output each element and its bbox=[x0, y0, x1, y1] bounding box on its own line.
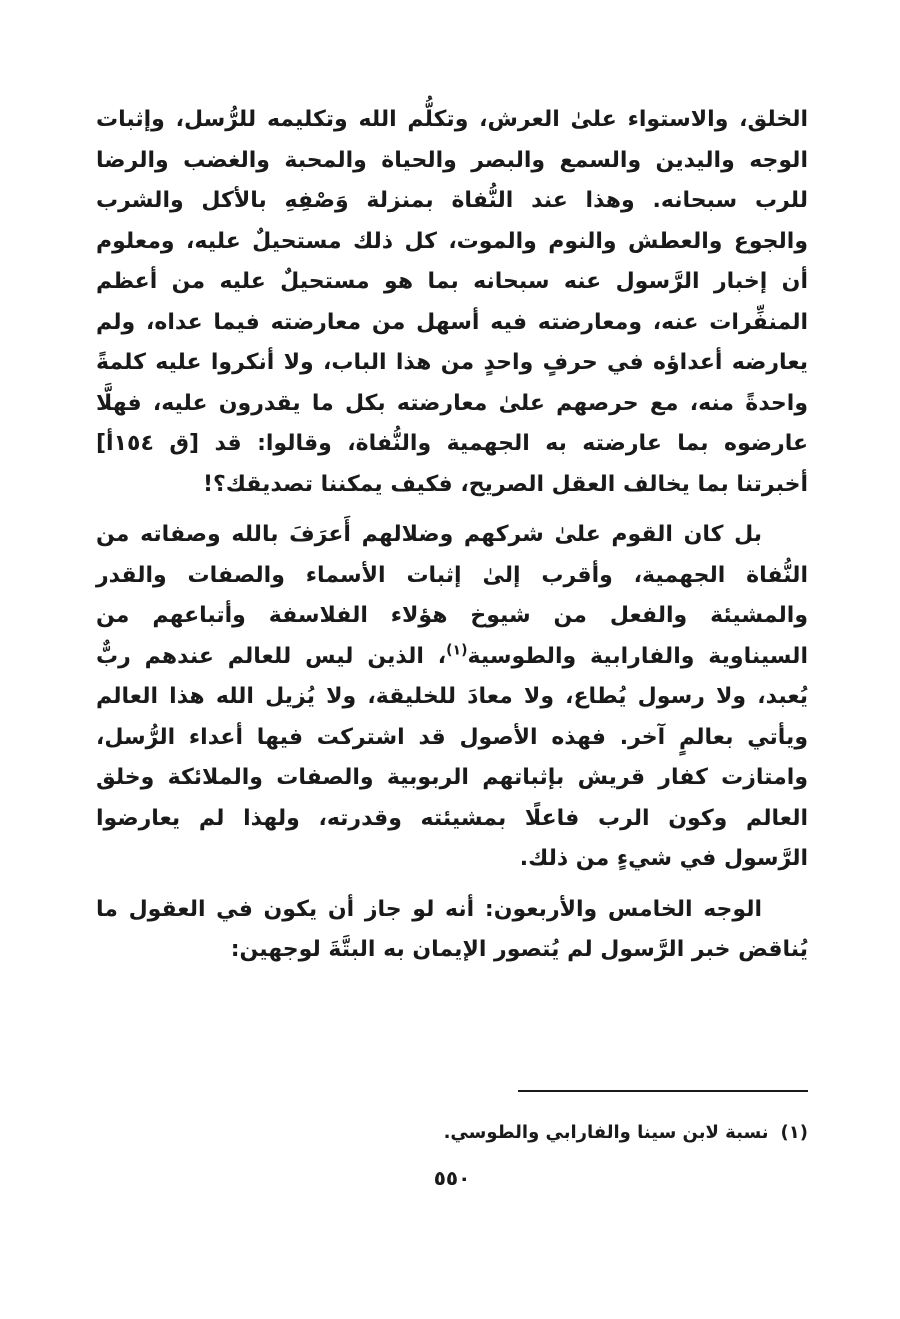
footnote-divider bbox=[518, 1090, 808, 1092]
paragraph-2 bbox=[96, 515, 808, 880]
paragraph-3 bbox=[96, 890, 808, 971]
footnote-number: (١) bbox=[780, 1122, 808, 1143]
section-heading: الوجه الخامس والأربعون: bbox=[484, 896, 762, 922]
paragraph-gap bbox=[96, 505, 808, 515]
paragraph-1: الخلق، والاستواء علىٰ العرش، وتكلُّم الله وتكليمه للرُّسل، وإثبات الوجه واليدين والسمع والبصر والحياة والمحبة والغضب والرضا للرب سبحانه. وهذا عند النُّفاة بمنزلة وَصْفِهِ بالأكل والشرب والجوع والعطش والنوم والموت، كل ذلك مستحيلٌ عليه، ومعلوم أن إخبار الرَّسول عنه سبحانه بما هو مستحيلٌ عليه من أعظم المنفِّرات عنه، ومعارضته فيه أسهل من معارضته فيما عداه، ولم يعارضه أعداؤه في حرفٍ واحدٍ من هذا الباب، ولا أنكروا عليه كلمةً واحدةً منه، مع حرصهم علىٰ معارضته بكل ما يقدرون عليه، فهلَّا عارضوه بما عارضته به الجهمية والنُّفاة، وقالوا: قد [ق ١٥٤أ] أخبرتنا بما يخالف العقل الصريح، فكيف يمكننا تصديقك؟! bbox=[96, 107, 808, 497]
page-body bbox=[96, 100, 808, 1300]
footnote-text: نسبة لابن سينا والفارابي والطوسي. bbox=[443, 1122, 769, 1143]
paragraph-gap bbox=[96, 880, 808, 890]
footnote-reference[interactable]: (١) bbox=[446, 642, 468, 659]
footnote bbox=[444, 1118, 808, 1148]
paragraph-2-text-a: بل كان القوم علىٰ شركهم وضلالهم أَعرَفَ بالله وصفاته من النُّفاة الجهمية، وأقرب إلىٰ إثبات الأسماء والصفات والقدر والمشيئة والفعل من شيوخ هؤلاء الفلاسفة وأتباعهم من السيناوية والفارابية والطوسية bbox=[96, 522, 808, 669]
page-number: ٥٥٠ bbox=[433, 1166, 471, 1190]
paragraph-2-text-b: ، الذين ليس للعالم عندهم ربٌّ يُعبد، ولا رسول يُطاع، ولا معادَ للخليقة، ولا يُزيل الله هذا العالم ويأتي بعالمٍ آخر. فهذه الأصول قد اشتركت فيها أعداء الرُّسل، وامتازت كفار قريش بإثباتهم الربوبية والصفات والملائكة وخلق العالم وكون الرب فاعلًا بمشيئته وقدرته، ولهذا لم يعارضوا الرَّسول في شيءٍ من ذلك. bbox=[96, 643, 808, 871]
paragraph-3-text: أنه لو جاز أن يكون في العقول ما يُناقض خبر الرَّسول لم يُتصور الإيمان به البتَّةَ لوجهين: bbox=[96, 896, 808, 962]
